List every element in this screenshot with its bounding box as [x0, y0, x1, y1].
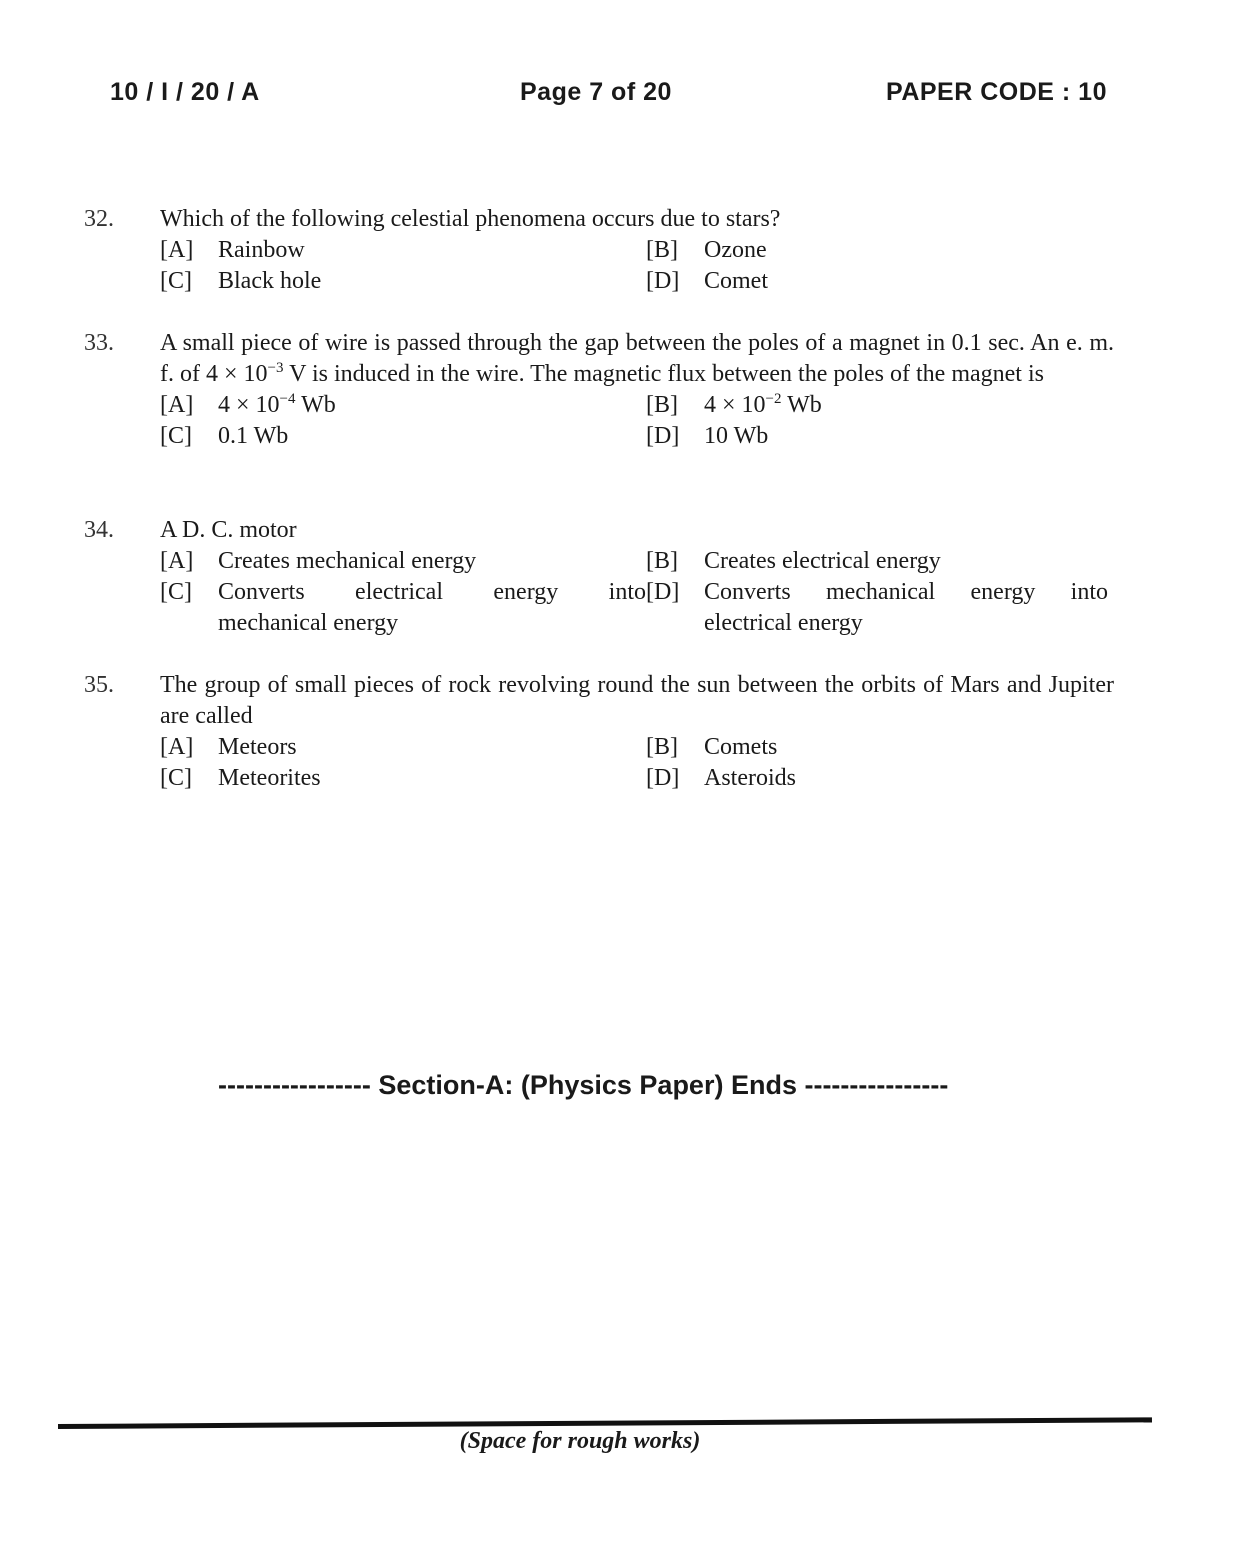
option-b	[646, 546, 1108, 577]
option-a	[160, 235, 646, 266]
option-text: Creates mechanical energy	[218, 548, 477, 574]
option-d	[646, 763, 1108, 794]
option-label: [D]	[646, 579, 680, 605]
paper-reference: 10 / I / 20 / A	[110, 78, 260, 106]
option-b	[646, 235, 1108, 266]
option-label: [A]	[160, 734, 194, 760]
option-b	[646, 732, 1108, 763]
option-text: $4 \times 10^{-2}$ Wb	[704, 391, 822, 418]
options	[160, 235, 1114, 297]
option-text: Meteorites	[218, 765, 321, 791]
option-d	[646, 421, 1108, 452]
option-c	[160, 763, 646, 794]
option-label: [C]	[160, 423, 192, 449]
option-text: Black hole	[218, 268, 322, 294]
option-label: [B]	[646, 734, 678, 760]
options	[160, 546, 1114, 639]
question-stem: The group of small pieces of rock revolving round the sun between the orbits of Mars and Jupiter are called	[160, 672, 1114, 729]
question-stem: A small piece of wire is passed through the gap between the poles of a magnet in 0.1 sec. An e. m. f. of $4 \times 10^{-3}$ V is induced in the wire. The magnetic flux between the poles of the magnet is	[160, 330, 1114, 387]
section-end-banner: ----------------- Section-A: (Physics Paper) Ends ----------------	[218, 1070, 949, 1100]
option-text: Creates electrical energy	[704, 548, 941, 574]
question-number: 34.	[84, 517, 114, 543]
option-text: $4 \times 10^{-4}$ Wb	[218, 391, 336, 418]
question-number: 32.	[84, 206, 114, 232]
option-text: 0.1 Wb	[218, 423, 289, 449]
option-label: [A]	[160, 237, 194, 263]
page-number: Page 7 of 20	[520, 78, 672, 106]
option-text: Ozone	[704, 237, 767, 263]
option-a	[160, 546, 646, 577]
option-c	[160, 421, 646, 452]
option-text: Asteroids	[704, 765, 796, 791]
option-a	[160, 390, 646, 421]
option-d	[646, 266, 1108, 297]
options	[160, 390, 1114, 452]
option-b	[646, 390, 1108, 421]
question-35	[84, 670, 1114, 794]
option-label: [C]	[160, 579, 192, 605]
option-text: Rainbow	[218, 237, 305, 263]
option-label: [C]	[160, 268, 192, 294]
option-text: Comets	[704, 734, 778, 760]
option-label: [C]	[160, 765, 192, 791]
question-number: 35.	[84, 672, 114, 698]
option-label: [B]	[646, 237, 678, 263]
question-stem: A D. C. motor	[160, 517, 297, 543]
paper-code: PAPER CODE : 10	[886, 78, 1107, 106]
option-label: [D]	[646, 765, 680, 791]
option-label: [D]	[646, 423, 680, 449]
question-32	[84, 204, 1114, 297]
option-label: [D]	[646, 268, 680, 294]
option-c	[160, 266, 646, 297]
option-label: [B]	[646, 392, 678, 418]
option-text: Converts mechanical energy into electrical energy	[704, 579, 1108, 636]
option-label: [A]	[160, 548, 194, 574]
rough-work-caption: (Space for rough works)	[459, 1428, 701, 1454]
option-text: Comet	[704, 268, 768, 294]
option-text: Meteors	[218, 734, 297, 760]
option-c	[160, 577, 646, 639]
options	[160, 732, 1114, 794]
option-d	[646, 577, 1108, 639]
question-33	[84, 328, 1114, 452]
option-text: 10 Wb	[704, 423, 769, 449]
question-number: 33.	[84, 330, 114, 356]
option-label: [B]	[646, 548, 678, 574]
option-a	[160, 732, 646, 763]
exponent: −3	[267, 360, 284, 376]
question-34	[84, 515, 1114, 639]
question-stem: Which of the following celestial phenomena occurs due to stars?	[160, 206, 781, 232]
option-text: Converts electrical energy into mechanical energy	[218, 579, 646, 636]
option-label: [A]	[160, 392, 194, 418]
